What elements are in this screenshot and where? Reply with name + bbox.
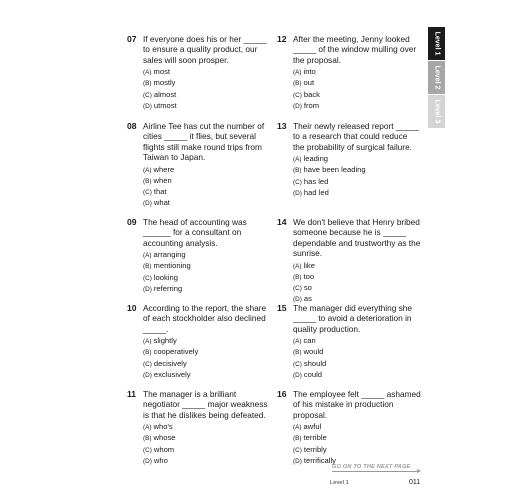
- option-text: utmost: [153, 100, 177, 110]
- option-letter: (D): [143, 285, 152, 293]
- option-letter: (B): [143, 263, 152, 271]
- option-text: terrible: [303, 433, 327, 443]
- option-text: leading: [303, 154, 329, 164]
- option-letter: (C): [293, 446, 302, 454]
- option-text: slightly: [153, 336, 177, 346]
- answer-option[interactable]: [143, 250, 277, 261]
- question-10: [127, 303, 277, 381]
- option-letter: (A): [143, 69, 152, 77]
- question-15: [277, 303, 427, 381]
- option-text: mentioning: [153, 261, 191, 271]
- footer-level-label: Level 1: [330, 480, 349, 486]
- question-number: 12: [277, 34, 287, 44]
- option-text: where: [153, 164, 175, 174]
- option-letter: (C): [143, 274, 152, 282]
- option-text: exclusively: [153, 369, 191, 379]
- option-letter: (C): [143, 446, 152, 454]
- option-text: most: [153, 67, 170, 77]
- option-text: into: [303, 67, 316, 77]
- option-letter: (C): [293, 178, 302, 186]
- option-letter: (D): [293, 371, 302, 379]
- arrow-right-icon: [332, 471, 418, 472]
- answer-option[interactable]: [143, 433, 277, 444]
- question-number: 09: [127, 217, 137, 227]
- answer-option[interactable]: [143, 456, 277, 467]
- option-letter: (A): [143, 166, 152, 174]
- option-text: terrifically: [303, 455, 336, 465]
- option-text: whom: [153, 444, 175, 454]
- question-number: 16: [277, 389, 287, 399]
- answer-option[interactable]: [293, 359, 427, 370]
- option-text: looking: [153, 272, 178, 282]
- option-letter: (D): [293, 457, 302, 465]
- answer-option[interactable]: [143, 347, 277, 358]
- option-text: cooperatively: [153, 347, 199, 357]
- tab-level-1-label: Level 1: [433, 31, 440, 56]
- option-letter: (D): [293, 189, 302, 197]
- tab-level-3[interactable]: [428, 95, 445, 128]
- answer-option[interactable]: [293, 154, 427, 165]
- tab-level-1[interactable]: [428, 27, 445, 60]
- question-text: The employee felt _____ ashamed of his mistake in production proposal.: [293, 389, 421, 420]
- option-text: would: [303, 347, 324, 357]
- option-letter: (C): [143, 189, 152, 197]
- answer-options: [143, 165, 277, 210]
- answer-option[interactable]: [143, 422, 277, 433]
- answer-option[interactable]: [143, 336, 277, 347]
- tab-level-2[interactable]: [428, 61, 445, 94]
- answer-option[interactable]: [293, 90, 427, 101]
- answer-option[interactable]: [143, 176, 277, 187]
- option-text: mostly: [153, 78, 176, 88]
- option-letter: (B): [293, 273, 302, 281]
- question-number: 07: [127, 34, 137, 44]
- answer-option[interactable]: [293, 336, 427, 347]
- answer-option[interactable]: [143, 101, 277, 112]
- question-text: The manager is a brilliant negotiator _____ major weakness is that he dislikes being defeated.: [143, 389, 268, 420]
- answer-option[interactable]: [293, 433, 427, 444]
- option-text: as: [303, 294, 312, 304]
- answer-option[interactable]: [143, 165, 277, 176]
- answer-option[interactable]: [293, 188, 427, 199]
- option-letter: (A): [143, 338, 152, 346]
- option-letter: (C): [143, 91, 152, 99]
- answer-option[interactable]: [293, 78, 427, 89]
- answer-options: [143, 336, 277, 381]
- option-letter: (D): [293, 296, 302, 304]
- option-letter: (D): [143, 102, 152, 110]
- option-text: back: [303, 89, 320, 99]
- level-tabs: [428, 27, 445, 129]
- answer-options: [143, 422, 277, 467]
- question-number: 10: [127, 303, 137, 313]
- option-letter: (D): [143, 200, 152, 208]
- option-text: should: [303, 358, 327, 368]
- option-text: almost: [153, 89, 177, 99]
- option-text: too: [303, 271, 315, 281]
- option-letter: (A): [143, 252, 152, 260]
- answer-options: [293, 67, 427, 112]
- option-text: so: [303, 283, 312, 293]
- tab-level-2-label: Level 2: [433, 65, 440, 90]
- question-number: 13: [277, 121, 287, 131]
- option-letter: (D): [143, 457, 152, 465]
- answer-option[interactable]: [293, 177, 427, 188]
- answer-options: [143, 67, 277, 112]
- answer-options: [293, 336, 427, 381]
- option-text: decisively: [153, 358, 187, 368]
- option-text: awful: [303, 422, 322, 432]
- option-text: who: [153, 455, 168, 465]
- page-number: 011: [409, 479, 421, 486]
- answer-option[interactable]: [293, 422, 427, 433]
- question-number: 11: [127, 389, 137, 399]
- question-text: We don't believe that Henry bribed someone because he is _____ dependable and trustworthy as the sunrise.: [293, 217, 421, 259]
- question-13: [277, 121, 427, 199]
- option-letter: (A): [143, 424, 152, 432]
- option-letter: (B): [293, 80, 302, 88]
- question-text: After the meeting, Jenny looked _____ of the window mulling over the proposal.: [293, 34, 417, 65]
- answer-option[interactable]: [143, 370, 277, 381]
- option-letter: (B): [143, 435, 152, 443]
- option-text: could: [303, 369, 323, 379]
- answer-option[interactable]: [293, 445, 427, 456]
- answer-option[interactable]: [293, 165, 427, 176]
- answer-option[interactable]: [293, 67, 427, 78]
- answer-options: [293, 422, 427, 467]
- option-letter: (B): [293, 349, 302, 357]
- option-text: arranging: [153, 250, 186, 260]
- option-text: whose: [153, 433, 176, 443]
- answer-option[interactable]: [143, 198, 277, 209]
- answer-options: [143, 250, 277, 295]
- option-text: can: [303, 336, 316, 346]
- option-text: has led: [303, 176, 329, 186]
- question-07: [127, 34, 277, 112]
- answer-option[interactable]: [143, 187, 277, 198]
- question-text: If everyone does his or her _____ to ensure a quality product, our sales will soon prosper.: [143, 34, 267, 65]
- question-16: [277, 389, 427, 467]
- question-08: [127, 121, 277, 209]
- answer-option[interactable]: [293, 283, 427, 294]
- question-text: Airline Tee has cut the number of cities _____ it flies, but several flights still make round trips from Taiwan to Japan.: [143, 121, 265, 163]
- question-09: [127, 217, 277, 295]
- option-letter: (C): [293, 360, 302, 368]
- option-text: who's: [153, 422, 173, 432]
- answer-option[interactable]: [143, 273, 277, 284]
- option-text: terribly: [303, 444, 327, 454]
- question-14: [277, 217, 427, 305]
- tab-level-3-label: Level 3: [433, 99, 440, 124]
- option-letter: (B): [143, 177, 152, 185]
- answer-option[interactable]: [143, 359, 277, 370]
- option-text: when: [153, 175, 172, 185]
- option-letter: (A): [293, 424, 302, 432]
- option-letter: (D): [293, 102, 302, 110]
- option-letter: (B): [293, 167, 302, 175]
- option-letter: (A): [293, 69, 302, 77]
- option-letter: (C): [143, 360, 152, 368]
- option-text: from: [303, 100, 320, 110]
- answer-option[interactable]: [143, 445, 277, 456]
- question-number: 14: [277, 217, 287, 227]
- option-text: that: [153, 187, 167, 197]
- option-letter: (D): [143, 371, 152, 379]
- answer-option[interactable]: [293, 347, 427, 358]
- question-text: According to the report, the share of each stockholder also declined _____.: [143, 303, 267, 334]
- question-11: [127, 389, 277, 467]
- option-letter: (A): [293, 262, 302, 270]
- question-text: The head of accounting was ______ for a consultant on accounting analysis.: [143, 217, 247, 248]
- question-number: 08: [127, 121, 137, 131]
- option-letter: (C): [293, 91, 302, 99]
- option-text: what: [153, 198, 170, 208]
- option-letter: (A): [293, 338, 302, 346]
- go-on-next-page-label: GO ON TO THE NEXT PAGE: [332, 464, 411, 470]
- question-12: [277, 34, 427, 112]
- answer-option[interactable]: [143, 78, 277, 89]
- answer-option[interactable]: [143, 67, 277, 78]
- answer-option[interactable]: [293, 272, 427, 283]
- option-letter: (B): [143, 80, 152, 88]
- option-letter: (B): [143, 349, 152, 357]
- answer-option[interactable]: [143, 90, 277, 101]
- question-number: 15: [277, 303, 287, 313]
- answer-option[interactable]: [143, 284, 277, 295]
- option-text: had led: [303, 187, 329, 197]
- answer-option[interactable]: [293, 370, 427, 381]
- question-text: Their newly released report _____ to a research that could reduce the probability of surgical failure.: [293, 121, 419, 152]
- option-letter: (B): [293, 435, 302, 443]
- option-letter: (C): [293, 285, 302, 293]
- answer-options: [293, 154, 427, 199]
- answer-option[interactable]: [293, 101, 427, 112]
- option-text: have been leading: [303, 165, 366, 175]
- answer-option[interactable]: [293, 261, 427, 272]
- option-text: like: [303, 260, 315, 270]
- question-text: The manager did everything she _____ to avoid a deterioration in quality production.: [293, 303, 412, 334]
- option-text: out: [303, 78, 315, 88]
- option-letter: (A): [293, 156, 302, 164]
- answer-options: [293, 261, 427, 306]
- option-text: referring: [153, 283, 183, 293]
- answer-option[interactable]: [143, 261, 277, 272]
